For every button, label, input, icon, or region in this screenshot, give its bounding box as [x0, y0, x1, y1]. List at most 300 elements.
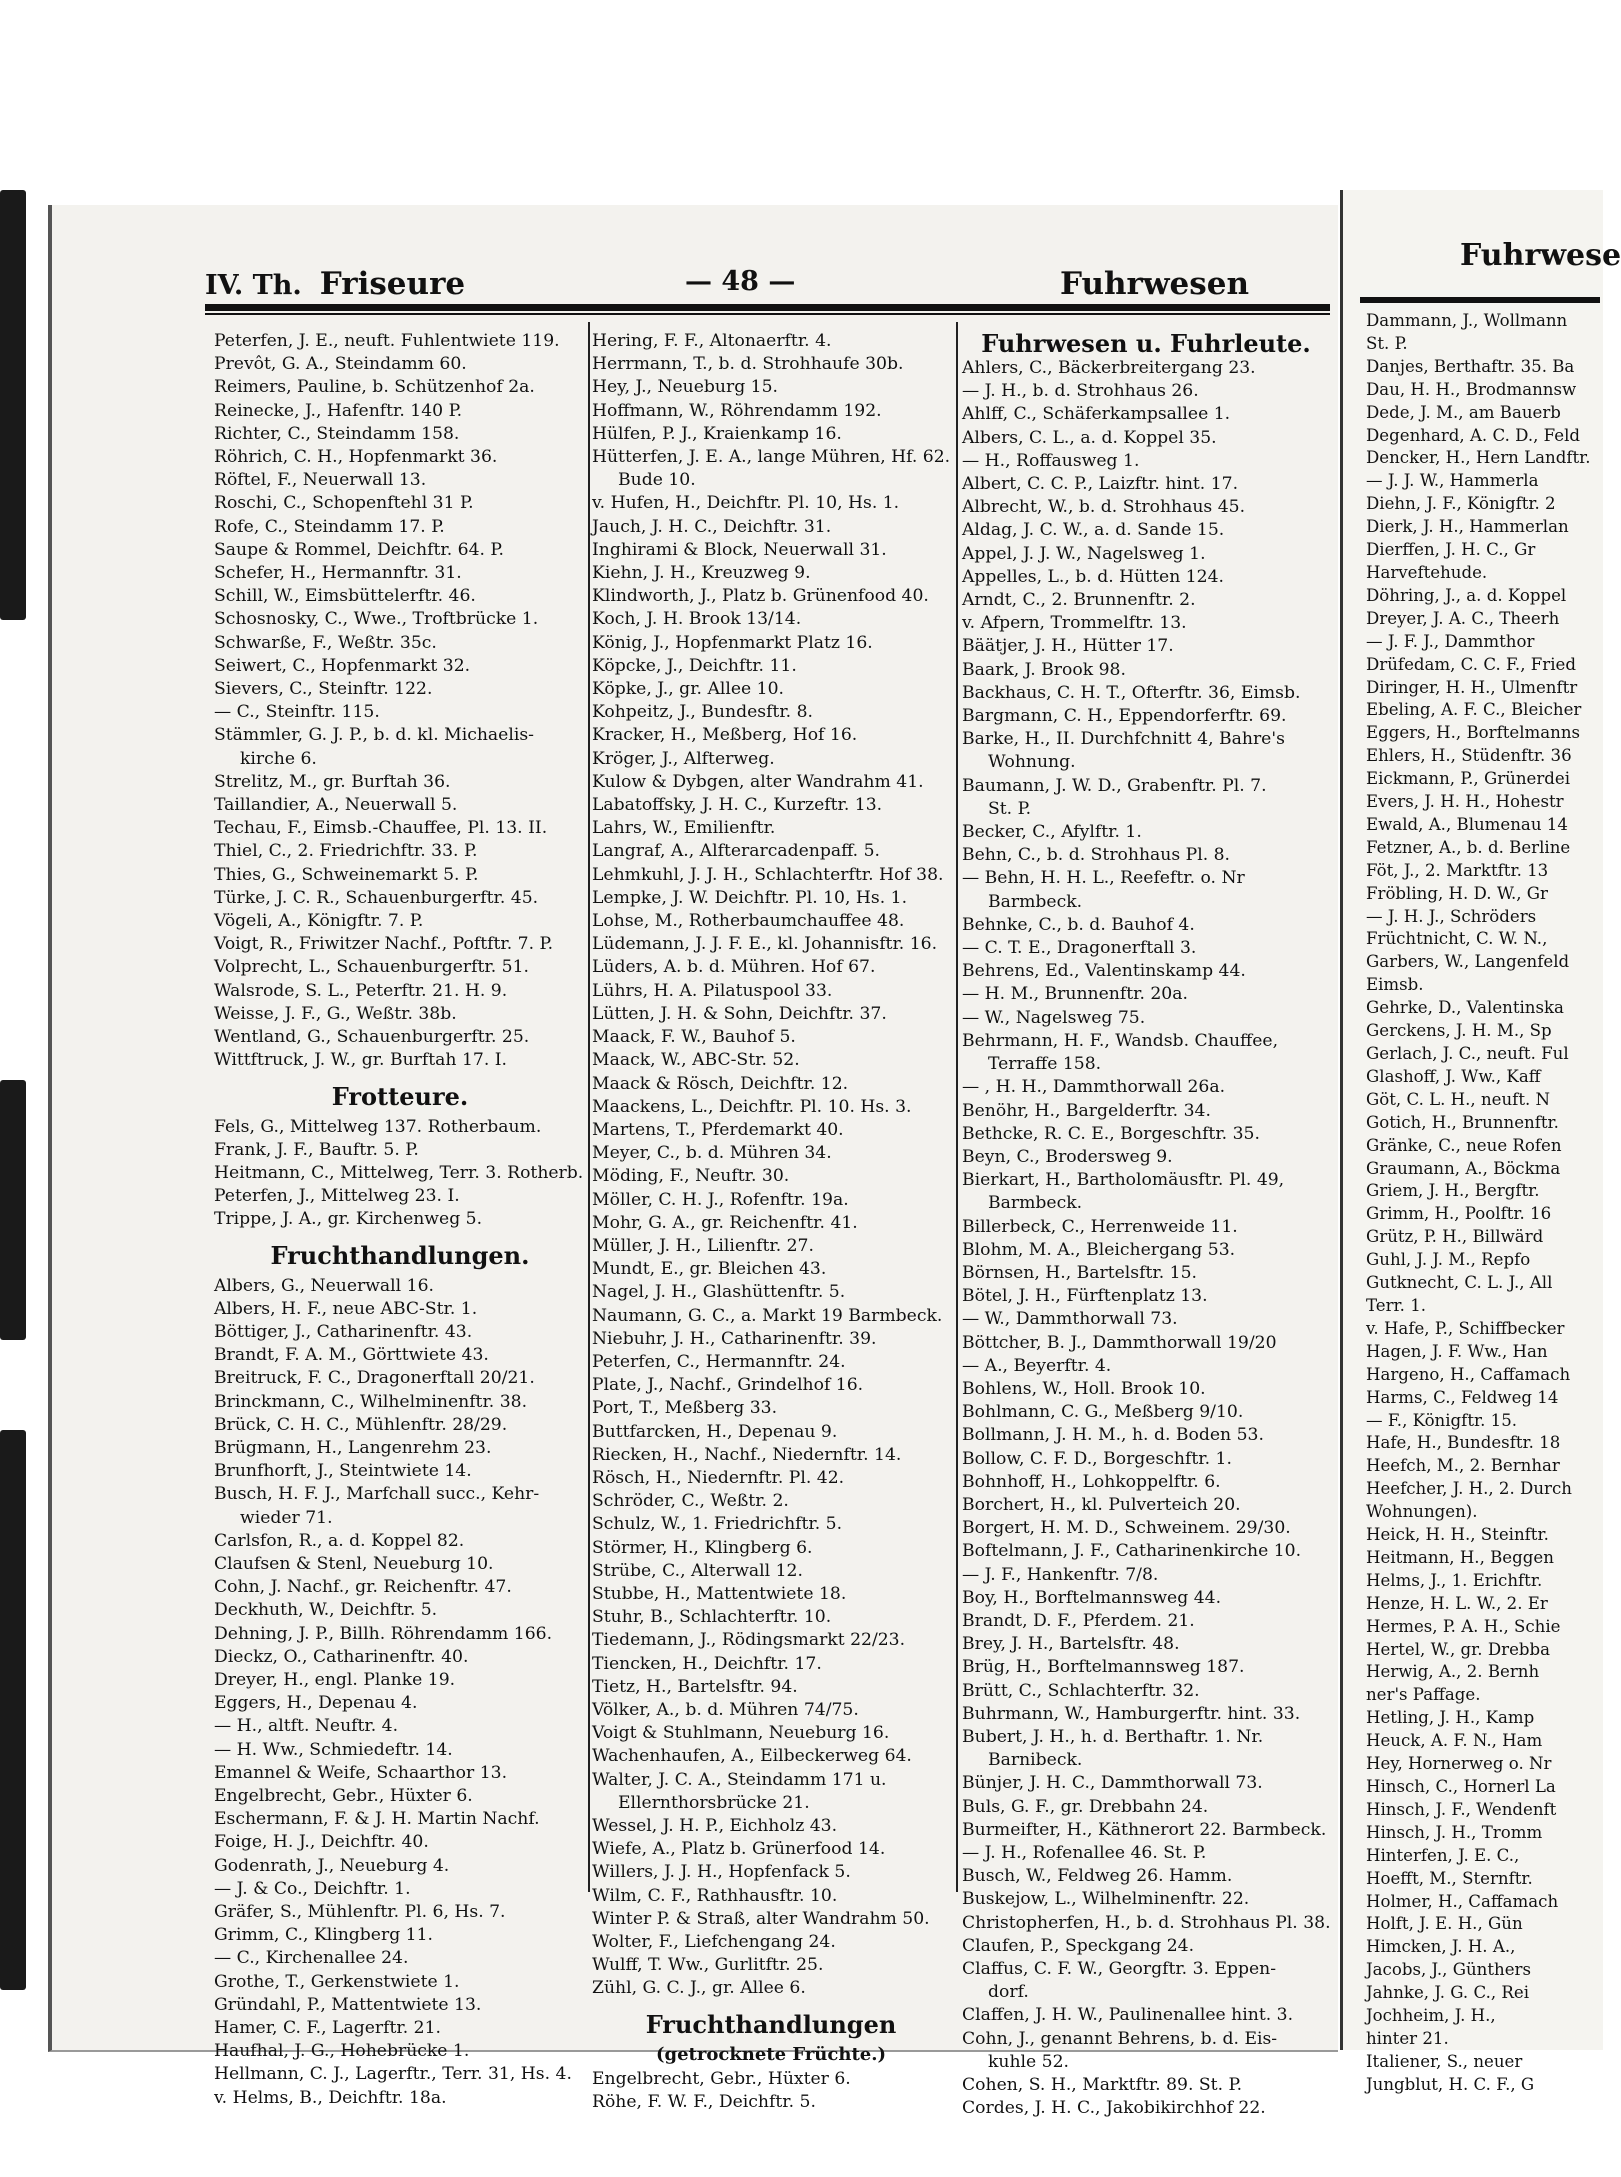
facing-page-entry: Heitmann, H., Beggen	[1366, 1547, 1554, 1567]
directory-entry: Maack, F. W., Bauhof 5.	[592, 1027, 796, 1048]
directory-entry: Schröder, C., Weßtr. 2.	[592, 1491, 789, 1512]
directory-entry: Hoffmann, W., Röhrendamm 192.	[592, 400, 882, 421]
directory-entry: Meyer, C., b. d. Mühren 34.	[592, 1143, 832, 1164]
directory-entry: Prevôt, G. A., Steindamm 60.	[214, 354, 467, 375]
directory-entry: Cohn, J. Nachf., gr. Reichenftr. 47.	[214, 1577, 512, 1598]
facing-page-entry: — J. J. W., Hammerla	[1366, 471, 1539, 491]
directory-entry: Voigt, R., Friwitzer Nachf., Poftftr. 7. P.	[214, 934, 554, 955]
facing-page-entry: Dierk, J. H., Hammerlan	[1366, 517, 1569, 537]
directory-entry: Hülfen, P. J., Kraienkamp 16.	[592, 423, 842, 444]
directory-entry: Breitruck, F. C., Dragonerftall 20/21.	[214, 1368, 535, 1389]
directory-entry-continuation: Barmbeck.	[988, 1193, 1083, 1214]
directory-entry: Brinckmann, C., Wilhelminenftr. 38.	[214, 1391, 528, 1412]
directory-column-3	[962, 330, 1330, 2120]
facing-page-entry: Gränke, C., neue Rofen	[1366, 1135, 1562, 1155]
directory-entry: Emannel & Weife, Schaarthor 13.	[214, 1762, 508, 1783]
facing-page-entry: Jacobs, J., Günthers	[1366, 1960, 1531, 1980]
facing-page-entry: ner's Paffage.	[1366, 1685, 1481, 1705]
directory-entry: Taillandier, A., Neuerwall 5.	[214, 795, 458, 816]
directory-entry: Borchert, H., kl. Pulverteich 20.	[962, 1494, 1241, 1515]
directory-entry: Grimm, C., Klingberg 11.	[214, 1925, 433, 1946]
part-label: IV. Th.	[205, 270, 302, 301]
directory-entry-continuation: kuhle 52.	[988, 2051, 1070, 2072]
facing-page-entry: Hertel, W., gr. Drebba	[1366, 1639, 1551, 1659]
directory-column-1	[214, 330, 586, 2110]
directory-entry: Becker, C., Afylftr. 1.	[962, 822, 1142, 843]
directory-entry-continuation: Barmbeck.	[988, 891, 1083, 912]
directory-entry: Bötel, J. H., Fürftenplatz 13.	[962, 1286, 1208, 1307]
facing-page-entry: Heick, H. H., Steinftr.	[1366, 1525, 1549, 1545]
facing-page-entry: Hagen, J. F. Ww., Han	[1366, 1341, 1548, 1361]
column-divider	[956, 322, 958, 1892]
running-head: Fuhrwesen	[1060, 266, 1249, 302]
facing-page-entry: hinter 21.	[1366, 2028, 1449, 2048]
facing-page-entry: Hermes, P. A. H., Schie	[1366, 1616, 1561, 1636]
facing-page-entry: Italiener, S., neuer	[1366, 2051, 1523, 2071]
directory-entry: — Behn, H. H. L., Reefeftr. o. Nr	[962, 868, 1245, 889]
directory-entry: Voigt & Stuhlmann, Neueburg 16.	[592, 1723, 890, 1744]
directory-entry: Fels, G., Mittelweg 137. Rotherbaum.	[214, 1116, 542, 1137]
binding-mark-bottom	[0, 1430, 26, 1990]
directory-entry: Arndt, C., 2. Brunnenftr. 2.	[962, 590, 1196, 611]
facing-page-entry: Wohnungen).	[1366, 1502, 1478, 1522]
facing-page-entry: Terr. 1.	[1366, 1295, 1427, 1315]
page-number: — 48 —	[685, 266, 796, 297]
directory-entry: Zühl, G. C. J., gr. Allee 6.	[592, 1978, 806, 1999]
directory-entry: Behrens, Ed., Valentinskamp 44.	[962, 961, 1246, 982]
facing-page-entry: Diehn, J. F., Königftr. 2	[1366, 494, 1556, 514]
directory-entry: Möding, F., Neuftr. 30.	[592, 1166, 790, 1187]
directory-entry: Weisse, J. F., G., Weßtr. 38b.	[214, 1003, 457, 1024]
directory-entry: Schill, W., Eimsbüttelerftr. 46.	[214, 586, 476, 607]
directory-entry: Richter, C., Steindamm 158.	[214, 423, 460, 444]
column-divider	[588, 322, 590, 1892]
directory-entry: Bethcke, R. C. E., Borgeschftr. 35.	[962, 1123, 1260, 1144]
directory-entry: Behn, C., b. d. Strohhaus Pl. 8.	[962, 845, 1231, 866]
directory-entry: Köpcke, J., Deichftr. 11.	[592, 655, 797, 676]
facing-page-entry: Eggers, H., Borftelmanns	[1366, 723, 1581, 743]
directory-entry: Lütten, J. H. & Sohn, Deichftr. 37.	[592, 1003, 887, 1024]
directory-entry: Niebuhr, J. H., Catharinenftr. 39.	[592, 1328, 877, 1349]
directory-entry: — W., Dammthorwall 73.	[962, 1309, 1178, 1330]
section-subheading: (getrocknete Früchte.)	[656, 2043, 886, 2065]
directory-entry: — , H. H., Dammthorwall 26a.	[962, 1077, 1226, 1098]
directory-entry: Claufsen & Stenl, Neueburg 10.	[214, 1553, 494, 1574]
directory-entry: Tietz, H., Bartelsftr. 94.	[592, 1676, 798, 1697]
facing-page-entry: St. P.	[1366, 333, 1408, 353]
directory-entry: Walter, J. C. A., Steindamm 171 u.	[592, 1769, 887, 1790]
section-heading: Fruchthandlungen	[645, 2009, 897, 2039]
facing-page-entry: Ehlers, H., Stüdenftr. 36	[1366, 746, 1572, 766]
directory-entry: Hütterfen, J. E. A., lange Mühren, Hf. 62.	[592, 447, 951, 468]
directory-entry: Kröger, J., Alfterweg.	[592, 748, 775, 769]
directory-entry: Wolter, F., Liefchengang 24.	[592, 1932, 836, 1953]
directory-entry: Foige, H. J., Deichftr. 40.	[214, 1832, 429, 1853]
directory-entry: Wiefe, A., Platz b. Grünerfood 14.	[592, 1839, 886, 1860]
directory-entry: Brunfhorft, J., Steintwiete 14.	[214, 1461, 472, 1482]
facing-page-entry: Dencker, H., Hern Landftr.	[1366, 448, 1591, 468]
directory-entry: Böttiger, J., Catharinenftr. 43.	[214, 1321, 473, 1342]
directory-entry: Appel, J. J. W., Nagelsweg 1.	[962, 543, 1206, 564]
directory-entry: Cohn, J., genannt Behrens, b. d. Eis-	[962, 2028, 1278, 2049]
facing-page-entry: Hey, Hornerweg o. Nr	[1366, 1754, 1552, 1774]
directory-entry: Billerbeck, C., Herrenweide 11.	[962, 1216, 1238, 1237]
directory-entry: Störmer, H., Klingberg 6.	[592, 1537, 813, 1558]
facing-page-entry: Dierffen, J. H. C., Gr	[1366, 540, 1536, 560]
directory-entry: Brüg, H., Borftelmannsweg 187.	[962, 1657, 1245, 1678]
directory-entry: Schwarße, F., Weßtr. 35c.	[214, 632, 437, 653]
directory-entry: Rösch, H., Niedernftr. Pl. 42.	[592, 1467, 845, 1488]
directory-entry-continuation: Wohnung.	[988, 752, 1076, 773]
directory-entry: — J. H., b. d. Strohhaus 26.	[962, 381, 1199, 402]
directory-entry: Deckhuth, W., Deichftr. 5.	[214, 1600, 438, 1621]
directory-entry: Winter P. & Straß, alter Wandrahm 50.	[592, 1908, 930, 1929]
directory-entry: Buttfarcken, H., Depenau 9.	[592, 1421, 838, 1442]
directory-entry: Dieckz, O., Catharinenftr. 40.	[214, 1646, 469, 1667]
directory-entry: Stuhr, B., Schlachterftr. 10.	[592, 1607, 832, 1628]
directory-entry: v. Afpern, Trommelftr. 13.	[962, 613, 1187, 634]
directory-entry: Riecken, H., Nachf., Niedernftr. 14.	[592, 1444, 902, 1465]
directory-entry: Christopherfen, H., b. d. Strohhaus Pl. 38.	[962, 1912, 1331, 1933]
directory-entry: Wittftruck, J. W., gr. Burftah 17. I.	[214, 1050, 507, 1071]
directory-entry: Volprecht, L., Schauenburgerftr. 51.	[214, 957, 529, 978]
directory-entry: Hering, F. F., Altonaerftr. 4.	[592, 331, 832, 351]
directory-entry: Grothe, T., Gerkenstwiete 1.	[214, 1971, 460, 1992]
facing-page-entry: Jochheim, J. H.,	[1366, 2006, 1496, 2026]
directory-entry: Thiel, C., 2. Friedrichftr. 33. P.	[214, 841, 478, 862]
facing-page-entry: Hetling, J. H., Kamp	[1366, 1708, 1535, 1728]
facing-page-entry: Degenhard, A. C. D., Feld	[1366, 425, 1581, 445]
directory-entry: Vögeli, A., Königftr. 7. P.	[214, 911, 424, 932]
directory-entry: — J. H., Rofenallee 46. St. P.	[962, 1843, 1207, 1863]
facing-page-entry: Hinsch, C., Hornerl La	[1366, 1777, 1556, 1796]
directory-column-2	[592, 330, 950, 2114]
section-heading: Fuhrwesen u. Fuhrleute.	[981, 329, 1311, 358]
directory-entry: Röhe, F. W. F., Deichftr. 5.	[592, 2091, 816, 2112]
directory-entry: Cordes, J. H. C., Jakobikirchhof 22.	[962, 2098, 1266, 2119]
directory-entry: — H., altft. Neuftr. 4.	[214, 1716, 399, 1737]
directory-entry: Müller, J. H., Lilienftr. 27.	[592, 1235, 814, 1256]
facing-page-entry: Göt, C. L. H., neuft. N	[1366, 1089, 1551, 1109]
facing-page-rule	[1360, 297, 1600, 303]
facing-page-entry: Grütz, P. H., Billwärd	[1366, 1227, 1544, 1247]
facing-page-entry: Harveftehude.	[1366, 562, 1488, 582]
directory-entry: Hamer, C. F., Lagerftr. 21.	[214, 2018, 441, 2039]
facing-page-entry: Ebeling, A. F. C., Bleicher	[1366, 700, 1582, 720]
directory-entry: — C., Steinftr. 115.	[214, 702, 380, 723]
directory-entry: Albert, C. C. P., Laizftr. hint. 17.	[962, 474, 1239, 495]
directory-entry: Brey, J. H., Bartelsftr. 48.	[962, 1634, 1180, 1655]
directory-entry: Claffen, J. H. W., Paulinenallee hint. 3.	[962, 2005, 1294, 2026]
directory-entry: Borgert, H. M. D., Schweinem. 29/30.	[962, 1518, 1291, 1539]
directory-entry: Godenrath, J., Neueburg 4.	[214, 1855, 450, 1876]
directory-entry: Peterfen, J., Mittelweg 23. I.	[214, 1186, 460, 1207]
directory-entry: Kracker, H., Meßberg, Hof 16.	[592, 725, 858, 746]
facing-page-entry: Fröbling, H. D. W., Gr	[1366, 883, 1548, 903]
facing-page-entry: Hafe, H., Bundesftr. 18	[1366, 1433, 1561, 1453]
facing-page-entry: Dau, H. H., Brodmannsw	[1366, 379, 1577, 399]
directory-entry: Saupe & Rommel, Deichftr. 64. P.	[214, 539, 504, 560]
directory-entry: Reimers, Pauline, b. Schützenhof 2a.	[214, 377, 535, 398]
directory-entry: Sievers, C., Steinftr. 122.	[214, 679, 433, 700]
directory-entry: Frank, J. F., Bauftr. 5. P.	[214, 1139, 419, 1160]
facing-page-entry: Hargeno, H., Caffamach	[1366, 1364, 1571, 1384]
facing-page-entry: — J. F. J., Dammthor	[1366, 631, 1535, 651]
facing-page-entry: Harms, C., Feldweg 14	[1366, 1387, 1559, 1407]
directory-entry: Kiehn, J. H., Kreuzweg 9.	[592, 563, 811, 584]
directory-entry: Stämmler, G. J. P., b. d. kl. Michaelis-	[214, 725, 534, 746]
facing-page-entry: Früchtnicht, C. W. N.,	[1366, 929, 1548, 949]
directory-entry: Röhrich, C. H., Hopfenmarkt 36.	[214, 447, 498, 468]
directory-entry: Hellmann, C. J., Lagerftr., Terr. 31, Hs. 4.	[214, 2064, 572, 2085]
directory-entry: Thies, G., Schweinemarkt 5. P.	[214, 864, 479, 885]
directory-entry: Port, T., Meßberg 33.	[592, 1398, 778, 1419]
directory-entry: Böttcher, B. J., Dammthorwall 19/20	[962, 1332, 1277, 1353]
directory-entry: Wilm, C. F., Rathhausftr. 10.	[592, 1885, 838, 1906]
directory-entry: Brück, C. H. C., Mühlenftr. 28/29.	[214, 1414, 508, 1435]
facing-page-entry: v. Hafe, P., Schiffbecker	[1366, 1318, 1565, 1338]
directory-entry: Nagel, J. H., Glashüttenftr. 5.	[592, 1282, 846, 1303]
facing-page-entry: Gerlach, J. C., neuft. Ful	[1366, 1044, 1569, 1063]
facing-page-entry: Hoefft, M., Sternftr.	[1366, 1868, 1533, 1888]
directory-entry: — A., Beyerftr. 4.	[962, 1355, 1112, 1376]
directory-entry: Appelles, L., b. d. Hütten 124.	[962, 566, 1225, 587]
directory-entry: Claufen, P., Speckgang 24.	[962, 1935, 1195, 1956]
directory-entry: Gründahl, P., Mattentwiete 13.	[214, 1994, 482, 2015]
directory-entry: — J. F., Hankenftr. 7/8.	[962, 1564, 1159, 1585]
directory-entry: Boy, H., Borftelmannsweg 44.	[962, 1587, 1222, 1608]
directory-entry: Stubbe, H., Mattentwiete 18.	[592, 1583, 847, 1604]
directory-entry: Kohpeitz, J., Bundesftr. 8.	[592, 702, 813, 723]
directory-entry: Langraf, A., Alfterarcadenpaff. 5.	[592, 841, 880, 862]
facing-page-entry: Gotich, H., Brunnenftr.	[1366, 1112, 1559, 1132]
facing-page-entry: Holft, J. E. H., Gün	[1366, 1914, 1523, 1934]
directory-entry: Buskejow, L., Wilhelminenftr. 22.	[962, 1889, 1250, 1910]
directory-entry: Busch, W., Feldweg 26. Hamm.	[962, 1866, 1233, 1887]
directory-entry: Mundt, E., gr. Bleichen 43.	[592, 1259, 827, 1280]
binding-mark-top	[0, 190, 26, 620]
facing-page-entry: Dammann, J., Wollmann	[1366, 311, 1568, 330]
directory-entry: Strelitz, M., gr. Burftah 36.	[214, 771, 451, 792]
directory-entry: Bohnhoff, H., Lohkoppelftr. 6.	[962, 1471, 1221, 1492]
directory-entry: Blohm, M. A., Bleichergang 53.	[962, 1239, 1236, 1260]
directory-entry: Wentland, G., Schauenburgerftr. 25.	[214, 1027, 530, 1048]
directory-entry: Bollow, C. F. D., Borgeschftr. 1.	[962, 1448, 1232, 1469]
directory-entry-continuation: Ellernthorsbrücke 21.	[618, 1792, 810, 1813]
facing-page-entry: Danjes, Berthaftr. 35. Ba	[1366, 356, 1575, 376]
facing-page-entry: Gutknecht, C. L. J., All	[1366, 1273, 1553, 1293]
directory-entry: Plate, J., Nachf., Grindelhof 16.	[592, 1375, 864, 1396]
directory-entry: Köpke, J., gr. Allee 10.	[592, 679, 784, 700]
directory-entry: Peterfen, C., Hermannftr. 24.	[592, 1351, 846, 1372]
facing-page-entry: Eimsb.	[1366, 975, 1424, 995]
directory-entry: Brandt, D. F., Pferdem. 21.	[962, 1610, 1195, 1631]
directory-entry: Bubert, J. H., h. d. Berthaftr. 1. Nr.	[962, 1726, 1264, 1747]
directory-entry: Lüdemann, J. J. F. E., kl. Johannisftr. 16.	[592, 934, 938, 955]
directory-entry: Behrmann, H. F., Wandsb. Chauffee,	[962, 1030, 1279, 1051]
directory-entry: Barke, H., II. Durchfchnitt 4, Bahre's	[962, 729, 1285, 750]
directory-entry: Roschi, C., Schopenftehl 31 P.	[214, 493, 474, 514]
directory-entry: Peterfen, J. E., neuft. Fuhlentwiete 119.	[214, 331, 560, 351]
directory-entry: Bargmann, C. H., Eppendorferftr. 69.	[962, 706, 1287, 727]
directory-entry: Mohr, G. A., gr. Reichenftr. 41.	[592, 1212, 858, 1233]
directory-entry: — H., Roffausweg 1.	[962, 450, 1140, 471]
directory-entry: Burmeifter, H., Käthnerort 22. Barmbeck.	[962, 1819, 1327, 1840]
directory-entry-continuation: St. P.	[988, 798, 1032, 819]
directory-entry: Willers, J. J. H., Hopfenfack 5.	[592, 1862, 851, 1883]
directory-entry: Bohlens, W., Holl. Brook 10.	[962, 1378, 1206, 1399]
directory-entry: Heitmann, C., Mittelweg, Terr. 3. Rotherb.	[214, 1162, 584, 1183]
directory-entry: Lahrs, W., Emilienftr.	[592, 818, 776, 839]
directory-entry: Brütt, C., Schlachterftr. 32.	[962, 1680, 1200, 1701]
directory-entry: Schosnosky, C., Wwe., Troftbrücke 1.	[214, 609, 539, 630]
directory-entry: Maackens, L., Deichftr. Pl. 10. Hs. 3.	[592, 1096, 912, 1117]
facing-page-entry: Grimm, H., Poolftr. 16	[1366, 1204, 1552, 1224]
directory-entry: Benöhr, H., Bargelderftr. 34.	[962, 1100, 1211, 1121]
directory-entry: Bohlmann, C. G., Meßberg 9/10.	[962, 1402, 1244, 1423]
directory-entry: Koch, J. H. Brook 13/14.	[592, 609, 802, 630]
directory-entry: Brügmann, H., Langenrehm 23.	[214, 1437, 492, 1458]
directory-entry: Lehmkuhl, J. J. H., Schlachterftr. Hof 38.	[592, 864, 944, 885]
facing-page-entry: Döhring, J., a. d. Koppel	[1366, 585, 1567, 605]
directory-entry-continuation: kirche 6.	[240, 748, 317, 769]
directory-entry: Tiencken, H., Deichftr. 17.	[592, 1653, 822, 1674]
header-rule-thin	[205, 313, 1330, 315]
directory-entry: — C., Kirchenallee 24.	[214, 1948, 409, 1969]
directory-entry: Wulff, T. Ww., Gurlitftr. 25.	[592, 1955, 824, 1976]
directory-entry: Börnsen, H., Bartelsftr. 15.	[962, 1262, 1197, 1283]
directory-entry: Bierkart, H., Bartholomäusftr. Pl. 49,	[962, 1170, 1285, 1191]
directory-entry: Haufhal, J. G., Hohebrücke 1.	[214, 2041, 470, 2062]
section-heading: Fruchthandlungen.	[270, 1240, 530, 1270]
directory-entry: Wessel, J. H. P., Eichholz 43.	[592, 1816, 838, 1836]
facing-page-entry: Hinsch, J. F., Wendenft	[1366, 1799, 1557, 1819]
directory-entry: Eggers, H., Depenau 4.	[214, 1693, 418, 1714]
directory-entry: Baumann, J. W. D., Grabenftr. Pl. 7.	[962, 775, 1267, 796]
directory-entry: Engelbrecht, Gebr., Hüxter 6.	[214, 1785, 473, 1806]
facing-page-entry: Holmer, H., Caffamach	[1366, 1891, 1559, 1911]
facing-page-title: Fuhrwese	[1460, 238, 1621, 273]
directory-entry: — H. M., Brunnenftr. 20a.	[962, 984, 1188, 1005]
facing-page-entry: — J. H. J., Schröders	[1366, 906, 1537, 926]
directory-entry: Völker, A., b. d. Mühren 74/75.	[592, 1699, 859, 1720]
facing-page-entry: Griem, J. H., Bergftr.	[1366, 1181, 1540, 1201]
facing-page-entry: Evers, J. H. H., Hohestr	[1366, 792, 1564, 812]
facing-page-entry: Dreyer, J. A. C., Theerh	[1366, 608, 1560, 628]
facing-page-entry: Jahnke, J. G. C., Rei	[1366, 1983, 1530, 2003]
header-left	[205, 266, 465, 302]
facing-page-entry: Dede, J. M., am Bauerb	[1366, 402, 1561, 422]
facing-page-entry: Eickmann, P., Grünerdei	[1366, 769, 1571, 789]
directory-entry: Behnke, C., b. d. Bauhof 4.	[962, 914, 1195, 935]
directory-entry: Boftelmann, J. F., Catharinenkirche 10.	[962, 1541, 1302, 1562]
directory-entry: v. Hufen, H., Deichftr. Pl. 10, Hs. 1.	[592, 493, 900, 514]
directory-entry: — H. Ww., Schmiedeftr. 14.	[214, 1739, 453, 1760]
directory-entry: Kulow & Dybgen, alter Wandrahm 41.	[592, 771, 924, 792]
facing-page-entry: Gehrke, D., Valentinska	[1366, 998, 1564, 1018]
directory-entry: Hey, J., Neueburg 15.	[592, 377, 778, 398]
binding-mark-middle	[0, 1080, 26, 1340]
section-heading: Frotteure.	[331, 1081, 469, 1111]
facing-page-entry: Jungblut, H. C. F., G	[1366, 2074, 1535, 2094]
facing-page-entry: Föt, J., 2. Marktftr. 13	[1366, 860, 1549, 880]
directory-entry-continuation: Bude 10.	[618, 470, 696, 491]
directory-entry: Techau, F., Eimsb.-Chauffee, Pl. 13. II.	[214, 818, 548, 839]
directory-entry: Ahlff, C., Schäferkampsallee 1.	[962, 404, 1231, 425]
directory-entry: Beyn, C., Brodersweg 9.	[962, 1146, 1173, 1167]
directory-entry: Seiwert, C., Hopfenmarkt 32.	[214, 655, 471, 676]
directory-entry: Klindworth, J., Platz b. Grünenfood 40.	[592, 586, 929, 607]
directory-entry: Lohse, M., Rotherbaumchauffee 48.	[592, 911, 905, 932]
directory-entry: Möller, C. H. J., Rofenftr. 19a.	[592, 1189, 849, 1210]
directory-entry-continuation: wieder 71.	[240, 1507, 333, 1528]
directory-entry: Naumann, G. C., a. Markt 19 Barmbeck.	[592, 1305, 943, 1326]
facing-page-entry: Herwig, A., 2. Bernh	[1366, 1662, 1540, 1682]
directory-entry: Brandt, F. A. M., Görttwiete 43.	[214, 1345, 489, 1366]
directory-entry: — J. & Co., Deichftr. 1.	[214, 1878, 411, 1899]
directory-entry: Bünjer, J. H. C., Dammthorwall 73.	[962, 1773, 1263, 1794]
facing-page-column	[1366, 310, 1598, 2097]
header-rule	[205, 304, 1330, 311]
facing-page-entry: Gerckens, J. H. M., Sp	[1366, 1021, 1552, 1041]
directory-entry: Trippe, J. A., gr. Kirchenweg 5.	[214, 1209, 483, 1230]
directory-entry-continuation: Barnibeck.	[988, 1750, 1083, 1771]
directory-entry: Rofe, C., Steindamm 17. P.	[214, 516, 445, 537]
directory-entry: Backhaus, C. H. T., Ofterftr. 36, Eimsb.	[962, 682, 1301, 703]
directory-entry: Lüders, A. b. d. Mühren. Hof 67.	[592, 957, 876, 978]
facing-page-entry: Fetzner, A., b. d. Berline	[1366, 837, 1571, 857]
directory-entry: Ahlers, C., Bäckerbreitergang 23.	[962, 358, 1256, 378]
directory-entry: Strübe, C., Alterwall 12.	[592, 1560, 803, 1581]
directory-entry: Buls, G. F., gr. Drebbahn 24.	[962, 1796, 1209, 1817]
facing-page-entry: Heefcher, J. H., 2. Durch	[1366, 1479, 1572, 1499]
directory-entry: Schulz, W., 1. Friedrichftr. 5.	[592, 1514, 843, 1535]
facing-page-entry: Himcken, J. H. A.,	[1366, 1937, 1516, 1957]
directory-entry: Maack, W., ABC-Str. 52.	[592, 1050, 800, 1071]
facing-page-entry: Heuck, A. F. N., Ham	[1366, 1731, 1543, 1751]
directory-entry: Claffus, C. F. W., Georgftr. 3. Eppen-	[962, 1959, 1277, 1980]
directory-entry: Albrecht, W., b. d. Strohhaus 45.	[962, 497, 1246, 518]
directory-entry: Eschermann, F. & J. H. Martin Nachf.	[214, 1809, 540, 1830]
directory-entry: Albers, G., Neuerwall 16.	[214, 1275, 434, 1296]
directory-entry: v. Helms, B., Deichftr. 18a.	[214, 2087, 447, 2108]
directory-entry: König, J., Hopfenmarkt Platz 16.	[592, 632, 873, 653]
facing-page-entry: Henze, H. L. W., 2. Er	[1366, 1593, 1548, 1613]
directory-entry: Aldag, J. C. W., a. d. Sande 15.	[962, 520, 1225, 541]
directory-entry: Röftel, F., Neuerwall 13.	[214, 470, 427, 491]
directory-entry: Baark, J. Brook 98.	[962, 659, 1126, 680]
directory-entry: — W., Nagelsweg 75.	[962, 1007, 1146, 1028]
facing-page-entry: Glashoff, J. Ww., Kaff	[1366, 1066, 1541, 1086]
directory-entry: Bäätjer, J. H., Hütter 17.	[962, 636, 1174, 657]
directory-entry: Labatoffsky, J. H. C., Kurzeftr. 13.	[592, 795, 883, 816]
directory-entry: Dehning, J. P., Billh. Röhrendamm 166.	[214, 1623, 553, 1644]
directory-entry: Buhrmann, W., Hamburgerftr. hint. 33.	[962, 1703, 1301, 1724]
directory-entry: Albers, H. F., neue ABC-Str. 1.	[214, 1298, 478, 1319]
directory-entry: Türke, J. C. R., Schauenburgerftr. 45.	[214, 887, 539, 908]
directory-entry: Maack & Rösch, Deichftr. 12.	[592, 1073, 849, 1094]
directory-entry: Schefer, H., Hermannftr. 31.	[214, 563, 462, 584]
directory-entry-continuation: dorf.	[988, 1982, 1029, 2003]
facing-page-entry: Ewald, A., Blumenau 14	[1366, 814, 1568, 834]
facing-page-entry: Diringer, H. H., Ulmenftr	[1366, 677, 1578, 697]
directory-entry: — C. T. E., Dragonerftall 3.	[962, 938, 1197, 959]
directory-entry: Lührs, H. A. Pilatuspool 33.	[592, 980, 833, 1001]
directory-entry: Dreyer, H., engl. Planke 19.	[214, 1669, 456, 1690]
facing-page-entry: Hinterfen, J. E. C.,	[1366, 1845, 1520, 1865]
facing-page-entry: Hinsch, J. H., Tromm	[1366, 1822, 1543, 1842]
directory-entry: Jauch, J. H. C., Deichftr. 31.	[592, 516, 832, 537]
